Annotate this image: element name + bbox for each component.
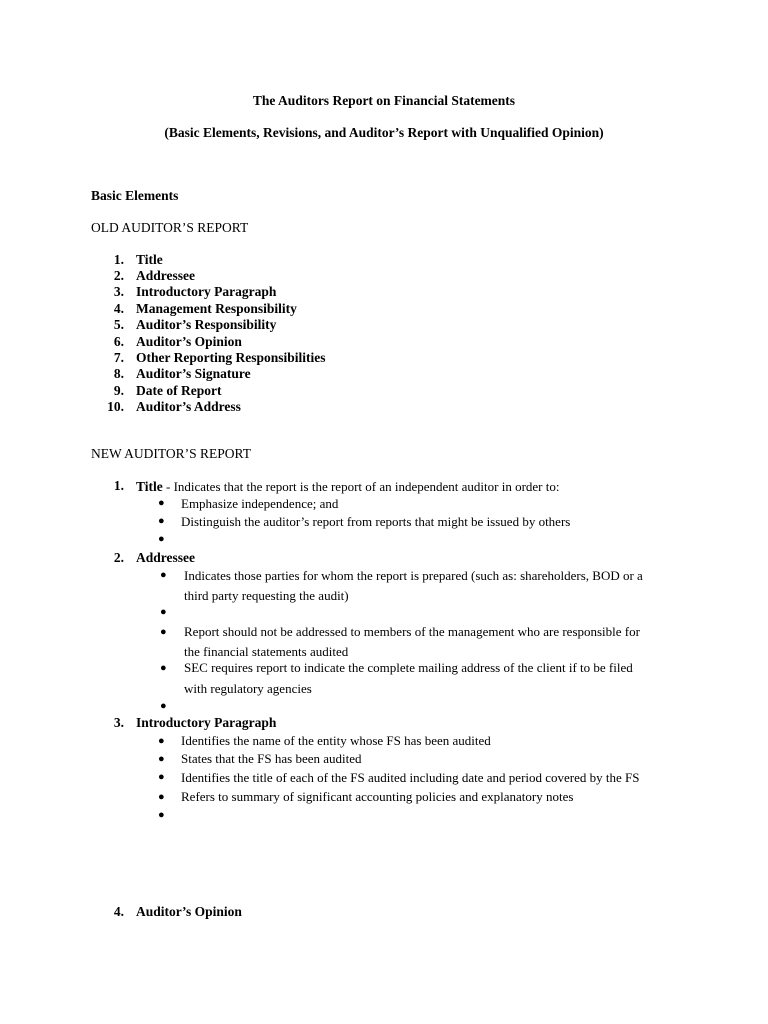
list-number: 5. (113, 317, 124, 332)
list-number: 4. (113, 301, 124, 316)
bullet-text: Identifies the title of each of the FS audited including date and period covered by the FS (181, 770, 640, 785)
bullet-icon: ● (158, 515, 165, 527)
list-number: 4. (113, 904, 124, 919)
old-report-heading: OLD AUDITOR’S REPORT (91, 220, 249, 235)
list-item-label: Title (136, 479, 163, 494)
list-item: Title (136, 252, 163, 267)
bullet-text: States that the FS has been audited (181, 751, 362, 766)
bullet-icon: ● (160, 569, 167, 581)
list-item: Date of Report (136, 383, 222, 398)
bullet-text: Indicates those parties for whom the report is prepared (such as: shareholders, BOD or a (184, 568, 643, 583)
list-item: Auditor’s Opinion (136, 334, 242, 349)
bullet-text: Distinguish the auditor’s report from reports that might be issued by others (181, 514, 571, 529)
list-number: 10. (107, 399, 124, 414)
list-number: 2. (113, 550, 124, 565)
list-number: 2. (113, 268, 124, 283)
bullet-text-continuation: with regulatory agencies (184, 681, 312, 696)
document-subtitle: (Basic Elements, Revisions, and Auditor’s Report with Unqualified Opinion) (164, 125, 604, 140)
bullet-text-continuation: the financial statements audited (184, 644, 349, 659)
list-item-label: Auditor’s Opinion (136, 904, 242, 919)
list-item: Other Reporting Responsibilities (136, 350, 326, 365)
list-item: Management Responsibility (136, 301, 297, 316)
bullet-icon: ● (158, 771, 165, 783)
list-number: 1. (113, 478, 124, 493)
new-report-heading: NEW AUDITOR’S REPORT (91, 446, 251, 461)
bullet-text: Emphasize independence; and (181, 496, 339, 511)
bullet-text-continuation: third party requesting the audit) (184, 588, 349, 603)
list-item (136, 478, 559, 496)
list-item: Auditor’s Responsibility (136, 317, 277, 332)
bullet-text: Identifies the name of the entity whose FS has been audited (181, 733, 491, 748)
list-number: 7. (113, 350, 124, 365)
list-number: 8. (113, 366, 124, 381)
list-item-description: - Indicates that the report is the report of an independent auditor in order to: (162, 479, 560, 494)
bullet-icon: ● (160, 662, 167, 674)
bullet-text: Refers to summary of significant accounting policies and explanatory notes (181, 789, 574, 804)
section-basic-elements: Basic Elements (91, 188, 179, 203)
list-number: 9. (113, 383, 124, 398)
list-number: 3. (113, 284, 124, 299)
list-item-label: Addressee (136, 550, 195, 565)
bullet-icon: ● (158, 791, 165, 803)
bullet-icon: ● (158, 735, 165, 747)
list-item: Auditor’s Address (136, 399, 241, 414)
bullet-icon: ● (160, 626, 167, 638)
bullet-icon: ● (158, 533, 165, 545)
list-number: 6. (113, 334, 124, 349)
bullet-text: SEC requires report to indicate the complete mailing address of the client if to be filed (184, 660, 633, 675)
list-item: Introductory Paragraph (136, 284, 277, 299)
list-item-label: Introductory Paragraph (136, 715, 277, 730)
list-item: Auditor’s Signature (136, 366, 251, 381)
bullet-icon: ● (158, 809, 165, 821)
bullet-text: Report should not be addressed to members of the management who are responsible for (184, 624, 640, 639)
bullet-icon: ● (160, 700, 167, 712)
document-title: The Auditors Report on Financial Statements (252, 93, 516, 108)
list-number: 3. (113, 715, 124, 730)
bullet-icon: ● (158, 497, 165, 509)
bullet-icon: ● (160, 606, 167, 618)
list-item: Addressee (136, 268, 195, 283)
list-number: 1. (113, 252, 124, 267)
bullet-icon: ● (158, 753, 165, 765)
